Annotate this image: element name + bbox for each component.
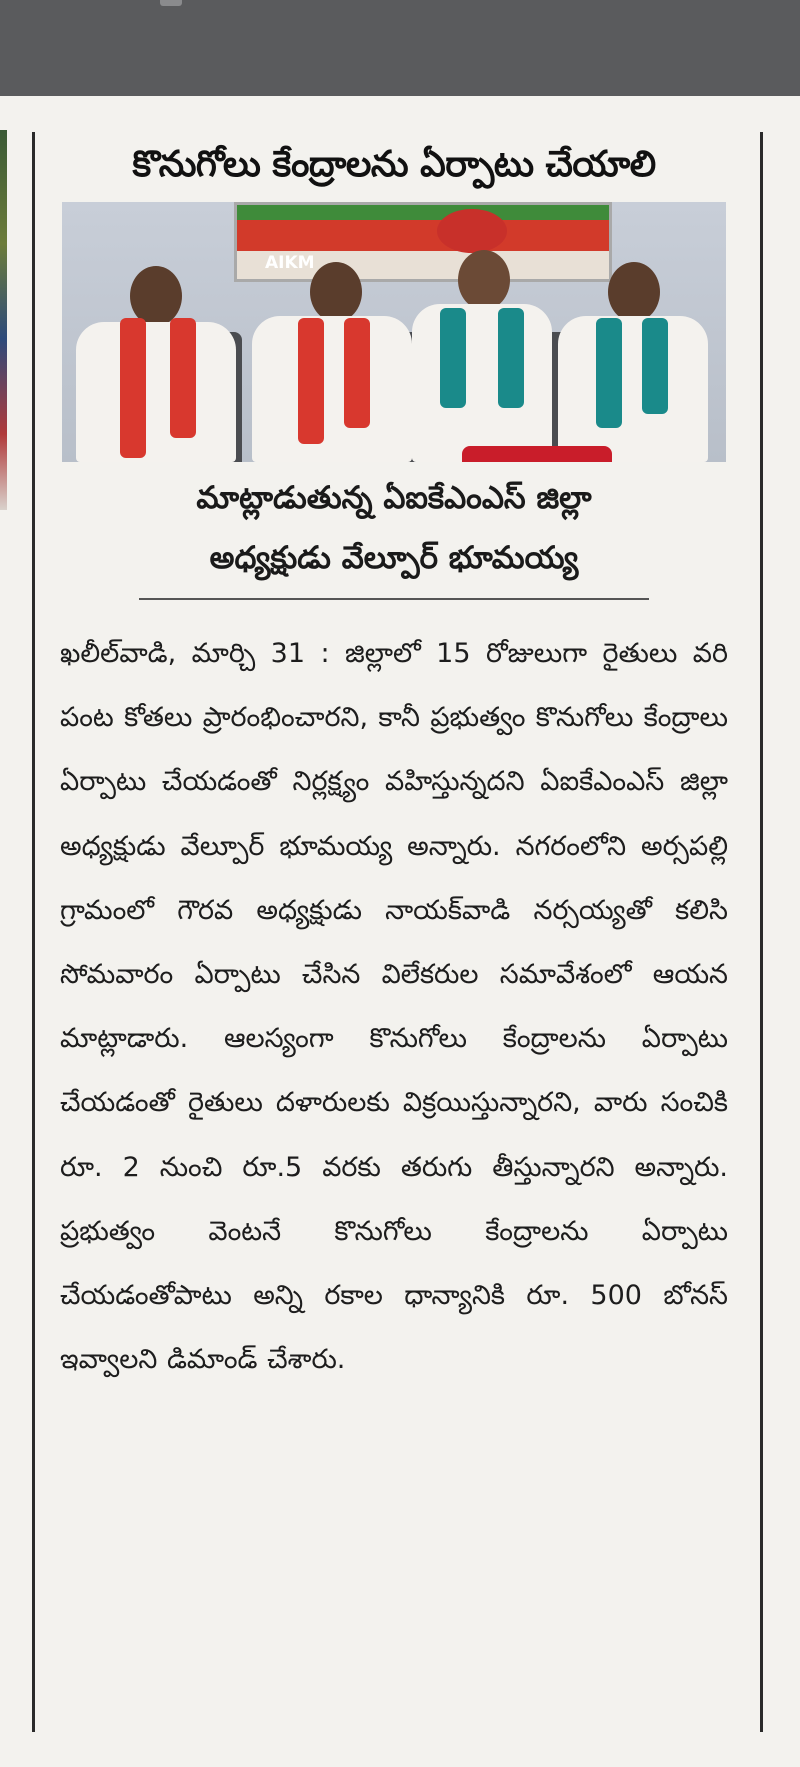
person-body: [76, 322, 236, 462]
green-scarf: [596, 318, 622, 428]
person-2: [252, 262, 412, 462]
banner-text: AIKM: [265, 253, 315, 273]
person-4: [558, 262, 708, 462]
person-body: [252, 316, 412, 462]
caption-line-2: అధ్యక్షుడు వేల్పూర్ భూమయ్య: [209, 540, 579, 576]
person-body: [558, 316, 708, 462]
top-status-bar: [0, 0, 800, 96]
green-scarf: [642, 318, 668, 414]
green-scarf: [498, 308, 524, 408]
adjacent-clipping-edge: [0, 130, 7, 510]
red-scarf: [298, 318, 324, 444]
person-head: [458, 250, 510, 310]
article-body: ఖలీల్‌వాడి, మార్చి 31 : జిల్లాలో 15 రోజులుగా రైతులు వరి పంట కోతలు ప్రారంభించారని, కానీ ప్రభుత్వం కొనుగోలు కేంద్రాలు ఏర్పాటు చేయడంతో నిర్లక్ష్యం వహిస్తున్నదని ఏఐకేఎంఎస్ జిల్లా అధ్యక్షుడు వేల్పూర్ భూమయ్య అన్నారు. నగరంలోని అర్సపల్లి గ్రామంలో గౌరవ అధ్యక్షుడు నాయక్‌వాడి నర్సయ్యతో కలిసి సోమవారం ఏర్పాటు చేసిన విలేకరుల సమావేశంలో ఆయన మాట్లాడారు. ఆలస్యంగా కొనుగోలు కేంద్రాలను ఏర్పాటు చేయడంతో రైతులు దళారులకు విక్రయిస్తున్నారని, వారు సంచికి రూ. 2 నుంచి రూ.5 వరకు తరుగు తీస్తున్నారని అన్నారు. ప్రభుత్వం వెంటనే కొనుగోలు కేంద్రాలను ఏర్పాటు చేయడంతోపాటు అన్ని రకాల ధాన్యానికి రూ. 500 బోనస్ ఇవ్వాలని డిమాండ్ చేశారు.: [60, 638, 728, 1376]
person-body: [412, 304, 552, 462]
table-red-cloth: [462, 446, 612, 462]
person-head: [130, 266, 182, 326]
green-scarf: [440, 308, 466, 408]
person-head: [608, 262, 660, 322]
article-headline: కొనుగోలు కేంద్రాలను ఏర్పాటు చేయాలి: [132, 144, 656, 185]
person-head: [310, 262, 362, 322]
person-3: [412, 250, 552, 462]
caption-line-1: మాట్లాడుతున్న ఏఐకేఎంఎస్ జిల్లా: [196, 480, 592, 516]
photo-caption: [58, 468, 730, 588]
banner-emblem: [437, 209, 507, 253]
red-scarf: [170, 318, 196, 438]
status-indicator: [160, 0, 182, 6]
article-photo: [62, 202, 726, 462]
column-rule-right: [760, 132, 763, 1732]
red-scarf: [120, 318, 146, 458]
news-article: [58, 128, 730, 1392]
red-scarf: [344, 318, 370, 428]
column-rule-left: [32, 132, 35, 1732]
caption-divider: [139, 598, 649, 600]
person-1: [76, 266, 236, 462]
